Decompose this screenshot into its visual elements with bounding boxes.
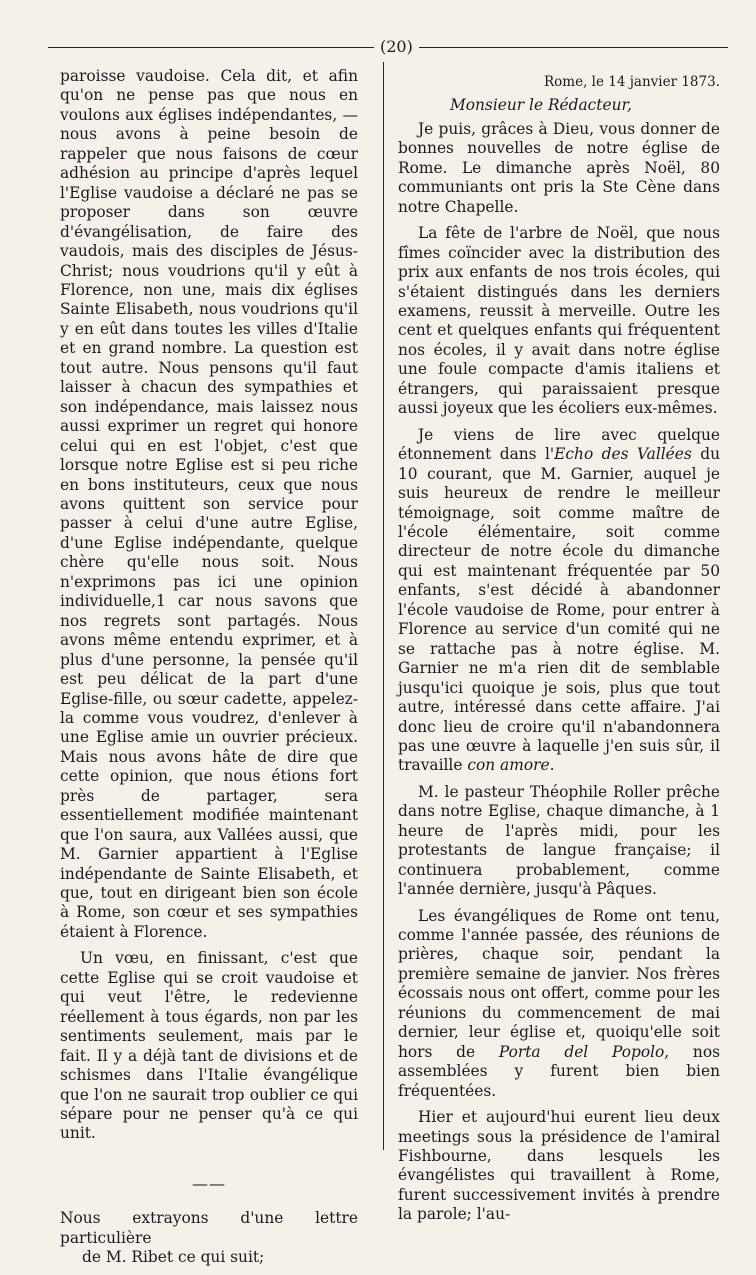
right-paragraph-4: M. le pasteur Théophile Roller prêche dans notre Eglise, chaque dimanche, à 1 heure de l'après midi, pour les protestants de langue française; il continuera probablement, comme l'année dernière, jusqu'à Pâques. — [398, 782, 720, 899]
left-paragraph-1: paroisse vaudoise. Cela dit, et afin qu'on ne pense pas que nous en voulons aux églises indépendantes, — nous avons à peine besoin de rappeler que nous faisons de cœur adhésion au principe d'après lequel l'Eglise vaudoise a déclaré ne pas se proposer dans son œuvre d'évangélisation, de faire des vaudois, mais des disciples de Jésus-Christ; nous voudrions qu'il y eût à Florence, non une, mais dix églises Sainte Elisabeth, nous voudrions qu'il y en eût dans toutes les villes d'Italie et en grand nombre. La question est tout autre. Nous pensons qu'il faut laisser à chacun des sympathies et son indépendance, mais laissez nous aussi exprimer un regret qui honore celui qui en est l'objet, c'est que lorsque notre Eglise est si peu riche en bons instituteurs, ceux que nous avons quittent son service pour passer à celui d'une autre Eglise, d'une Eglise indépendante, quelque chère qu'elle nous soit. Nous n'exprimons pas ici une opinion individuelle,1 car nous savons que nos regrets sont partagés. Nous avons même entendu exprimer, et à plus d'une personne, la pensée qu'il est peu délicat de la part d'une Eglise-fille, ou sœur cadette, appelez-la comme vous voudrez, d'enlever à une Eglise amie un ouvrier précieux. Mais nous avons hâte de dire que cette opinion, que nous étions fort près de partager, sera essentiellement modifiée maintenant que l'on saura, aux Vallées aussi, que M. Garnier appartient à l'Eglise indépendante de Sainte Elisabeth, et que, tout en dirigeant bien son école à Rome, son cœur et ses sympathies étaient à Florence. — [60, 67, 358, 941]
letter-intro-main: Nous extrayons d'une lettre particulière — [60, 1209, 358, 1247]
p3-text-before: Je viens de lire avec quelque étonnement dans l' — [398, 425, 720, 464]
left-paragraph-2: Un vœu, en finissant, c'est que cette Eglise qui se croit vaudoise et qui veut l'être, le redevienne réellement à tous égards, non par les sentiments seulement, mais par le fait. Il y a déjà tant de divisions et de schismes dans l'Italie évangélique que l'on ne saurait trop oublier ce qui sépare pour ne penser qu'à ce qui unit. — [60, 949, 358, 1143]
p3-text-after: du 10 courant, que M. Garnier, auquel je suis heureux de rendre le meilleur témoignage, soit comme maître de l'école élémentaire, soit comme directeur de notre école du dimanche qui est maintenant fréquentée par 50 enfants, s'est décidé à abandonner l'école vaudoise de Rome, pour entrer à Florence au service d'un comité qui ne se rattache pas à notre église. M. Garnier ne m'a rien dit de semblable jusqu'ici quoique je sois, plus que tout autre, intéressé dans cette affaire. J'ai donc lieu de croire qu'il n'abandonnera pas une œuvre à laquelle j'en suis sûr, il travaille — [398, 445, 720, 775]
right-paragraph-6: Hier et aujourd'hui eurent lieu deux meetings sous la présidence de l'amiral Fishbourne, dans lesquels les évangélistes qui travaillent à Rome, furent successivement invités à prendre la parole; l'au- — [398, 1108, 720, 1224]
right-paragraph-1: Je puis, grâces à Dieu, vous donner de bonnes nouvelles de notre église de Rome. Le dimanche après Noël, 80 communiants ont pris la Ste Cène dans notre Chapelle. — [398, 119, 720, 216]
letter-salutation: Monsieur le Rédacteur, — [450, 96, 633, 115]
con-amore-text: con amore — [467, 756, 550, 775]
letter-intro-tail: de M. Ribet ce qui suit; — [82, 1248, 265, 1267]
page-number: (20) — [374, 36, 419, 58]
right-paragraph-2: La fête de l'arbre de Noël, que nous fîmes coïncider avec la distribution des prix aux enfants de nos trois écoles, qui s'étaient distingués dans les derniers examens, reussit à merveille. Outre les cent et quelques enfants qui fréquentent nos écoles, il y avait dans notre église une foule compacte d'amis italiens et étrangers, qui paraissaient presque aussi joyeux que les écoliers eux-mêmes. — [398, 224, 720, 418]
right-paragraph-5 — [398, 907, 720, 1102]
letter-dateline: Rome, le 14 janvier 1873. — [544, 74, 720, 90]
page-header — [48, 36, 728, 58]
p5-text-after: , nos assemblées y furent bien bien fréquentées. — [398, 1042, 720, 1100]
p5-text-before: Les évangéliques de Rome ont tenu, comme l'année passée, des réunions de prières, chaque soir, pendant la première semaine de janvier. Nos frères écossais nous ont offert, comme pour les réunions du commencement de mai dernier, leur église et, quoiqu'elle soit hors de — [398, 906, 720, 1061]
left-column — [60, 67, 358, 1275]
place-name: Porta del Popolo — [498, 1042, 665, 1061]
letter-intro — [60, 1209, 358, 1267]
newspaper-title: Echo des Vallées — [554, 445, 692, 464]
right-column — [398, 67, 720, 1232]
right-paragraph-3 — [398, 426, 720, 776]
p3-text-end: . — [549, 756, 555, 775]
section-separator: —— — [192, 1173, 226, 1193]
column-divider — [383, 62, 384, 1150]
